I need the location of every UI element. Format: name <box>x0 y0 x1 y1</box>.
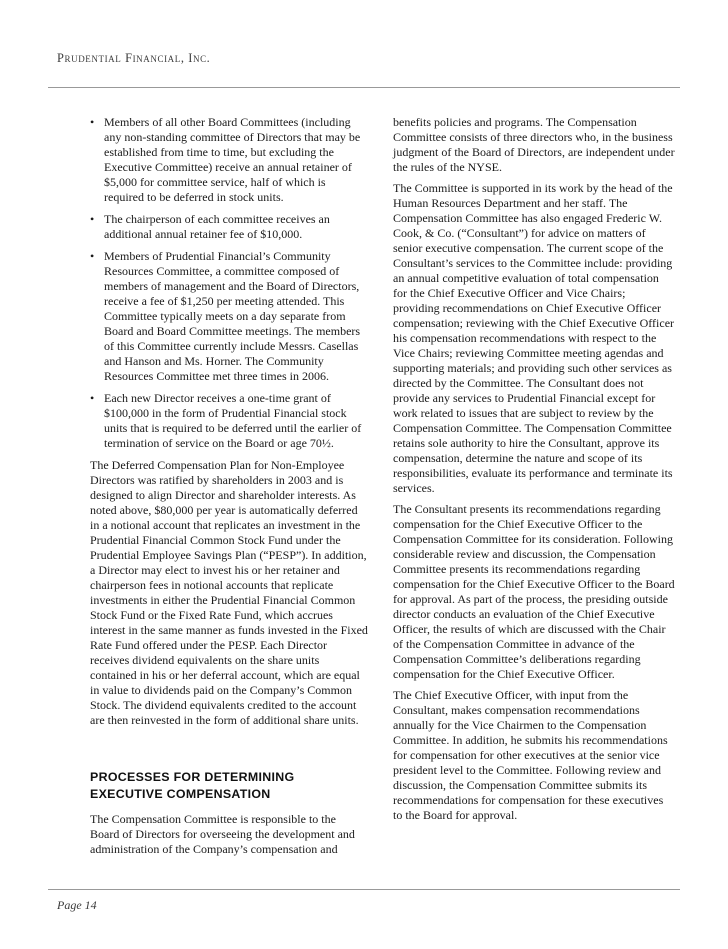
section-heading: PROCESSES FOR DETERMINING EXECUTIVE COMPENSATION <box>90 770 295 801</box>
deferred-compensation-paragraph: The Deferred Compensation Plan for Non-Employee Directors was ratified by shareholders in 2003 and is designed to align Director and shareholder interests. As noted above, $80,000 per year is automatically deferred in a notional account that replicates an investment in the Prudential Financial Common Stock Fund under the Prudential Employee Savings Plan (“PESP”). In addition, a Director may elect to invest his or her retainer and chairperson fees in notional accounts that replicate investments in either the Prudential Financial Common Stock Fund or the Fixed Rate Fund, which accrues interest in the same manner as funds invested in the Fixed Rate Fund offered under the PESP. Each Director receives dividend equivalents on the share units contained in his or her deferral account, which are equal in value to dividends paid on the Company’s Common Stock. The dividend equivalents credited to the account are then reinvested in the form of additional share units. <box>90 458 368 727</box>
compensation-committee-paragraph: The Compensation Committee is responsible to the Board of Directors for overseeing the development and administration of the Company’s compensation and <box>90 812 355 856</box>
footer-rule <box>48 889 680 890</box>
running-header: Prudential Financial, Inc. <box>57 51 211 65</box>
page-number: Page 14 <box>57 898 97 912</box>
header-rule <box>48 87 680 88</box>
bullet-item: • The chairperson of each committee receives an additional annual retainer fee of $10,000. <box>90 212 368 242</box>
paragraph: The Chief Executive Officer, with input from the Consultant, makes compensation recommendations annually for the Vice Chairmen to the Compensation Committee. In addition, he submits his recommendations for compensation for other executives at the senior vice president level to the Committee. Following review and discussion, the Compensation Committee submits its recommendations for compensation for these executives to the Board for approval. <box>393 688 668 822</box>
paragraph: The Consultant presents its recommendations regarding compensation for the Chief Executive Officer to the Compensation Committee for its consideration. Following considerable review and discussion, the Compensation Committee presents its recommendations regarding compensation for the Chief Executive Officer to the Board for approval. As part of the process, the presiding outside director conducts an evaluation of the Chief Executive Officer, the results of which are discussed with the Chair of the Compensation Committee in advance of the Compensation Committee’s deliberations regarding compensation for the Chief Executive Officer. <box>393 502 675 681</box>
paragraph: benefits policies and programs. The Compensation Committee consists of three directors who, in the business judgment of the Board of Directors, are independent under the rules of the NYSE. <box>393 115 675 174</box>
paragraph: The Committee is supported in its work by the head of the Human Resources Department and her staff. The Compensation Committee has also engaged Frederic W. Cook, & Co. (“Consultant”) for advice on matters of senior executive compensation. The current scope of the Consultant’s services to the Committee include: providing an annual competitive evaluation of total compensation for the Chief Executive Officer and Vice Chairs; providing recommendations on Chief Executive Officer compensation; reviewing with the Chief Executive Officer his compensation recommendations with respect to the Vice Chairs; reviewing Committee meeting agendas and supporting materials; and providing such other services as directed by the Committee. The Consultant does not provide any services to Prudential Financial except for work related to issues that are subject to review by the Compensation Committee. The Compensation Committee retains sole authority to hire the Consultant, approve its compensation, determine the nature and scope of its responsibilities, evaluate its performance and terminate its services. <box>393 181 675 495</box>
director-fee-bullets <box>90 115 368 451</box>
bullet-item: • Members of Prudential Financial’s Community Resources Committee, a committee composed of members of management and the Board of Directors, receive a fee of $1,250 per meeting attended. This Committee typically meets on a day separate from Board and Board Committee meetings. The members of this Committee currently include Messrs. Casellas and Hanson and Ms. Horner. The Community Resources Committee met three times in 2006. <box>90 249 368 384</box>
bullet-item: • Members of all other Board Committees (including any non-standing committee of Directors that may be established from time to time, but excluding the Executive Committee) receive an annual retainer of $5,000 for committee service, half of which is required to be deferred in stock units. <box>90 115 368 205</box>
left-column <box>90 115 368 863</box>
bullet-item: • Each new Director receives a one-time grant of $100,000 in the form of Prudential Financial stock units that is required to be deferred until the earlier of termination of service on the Board or age 70½. <box>90 391 368 451</box>
right-column <box>393 115 675 829</box>
